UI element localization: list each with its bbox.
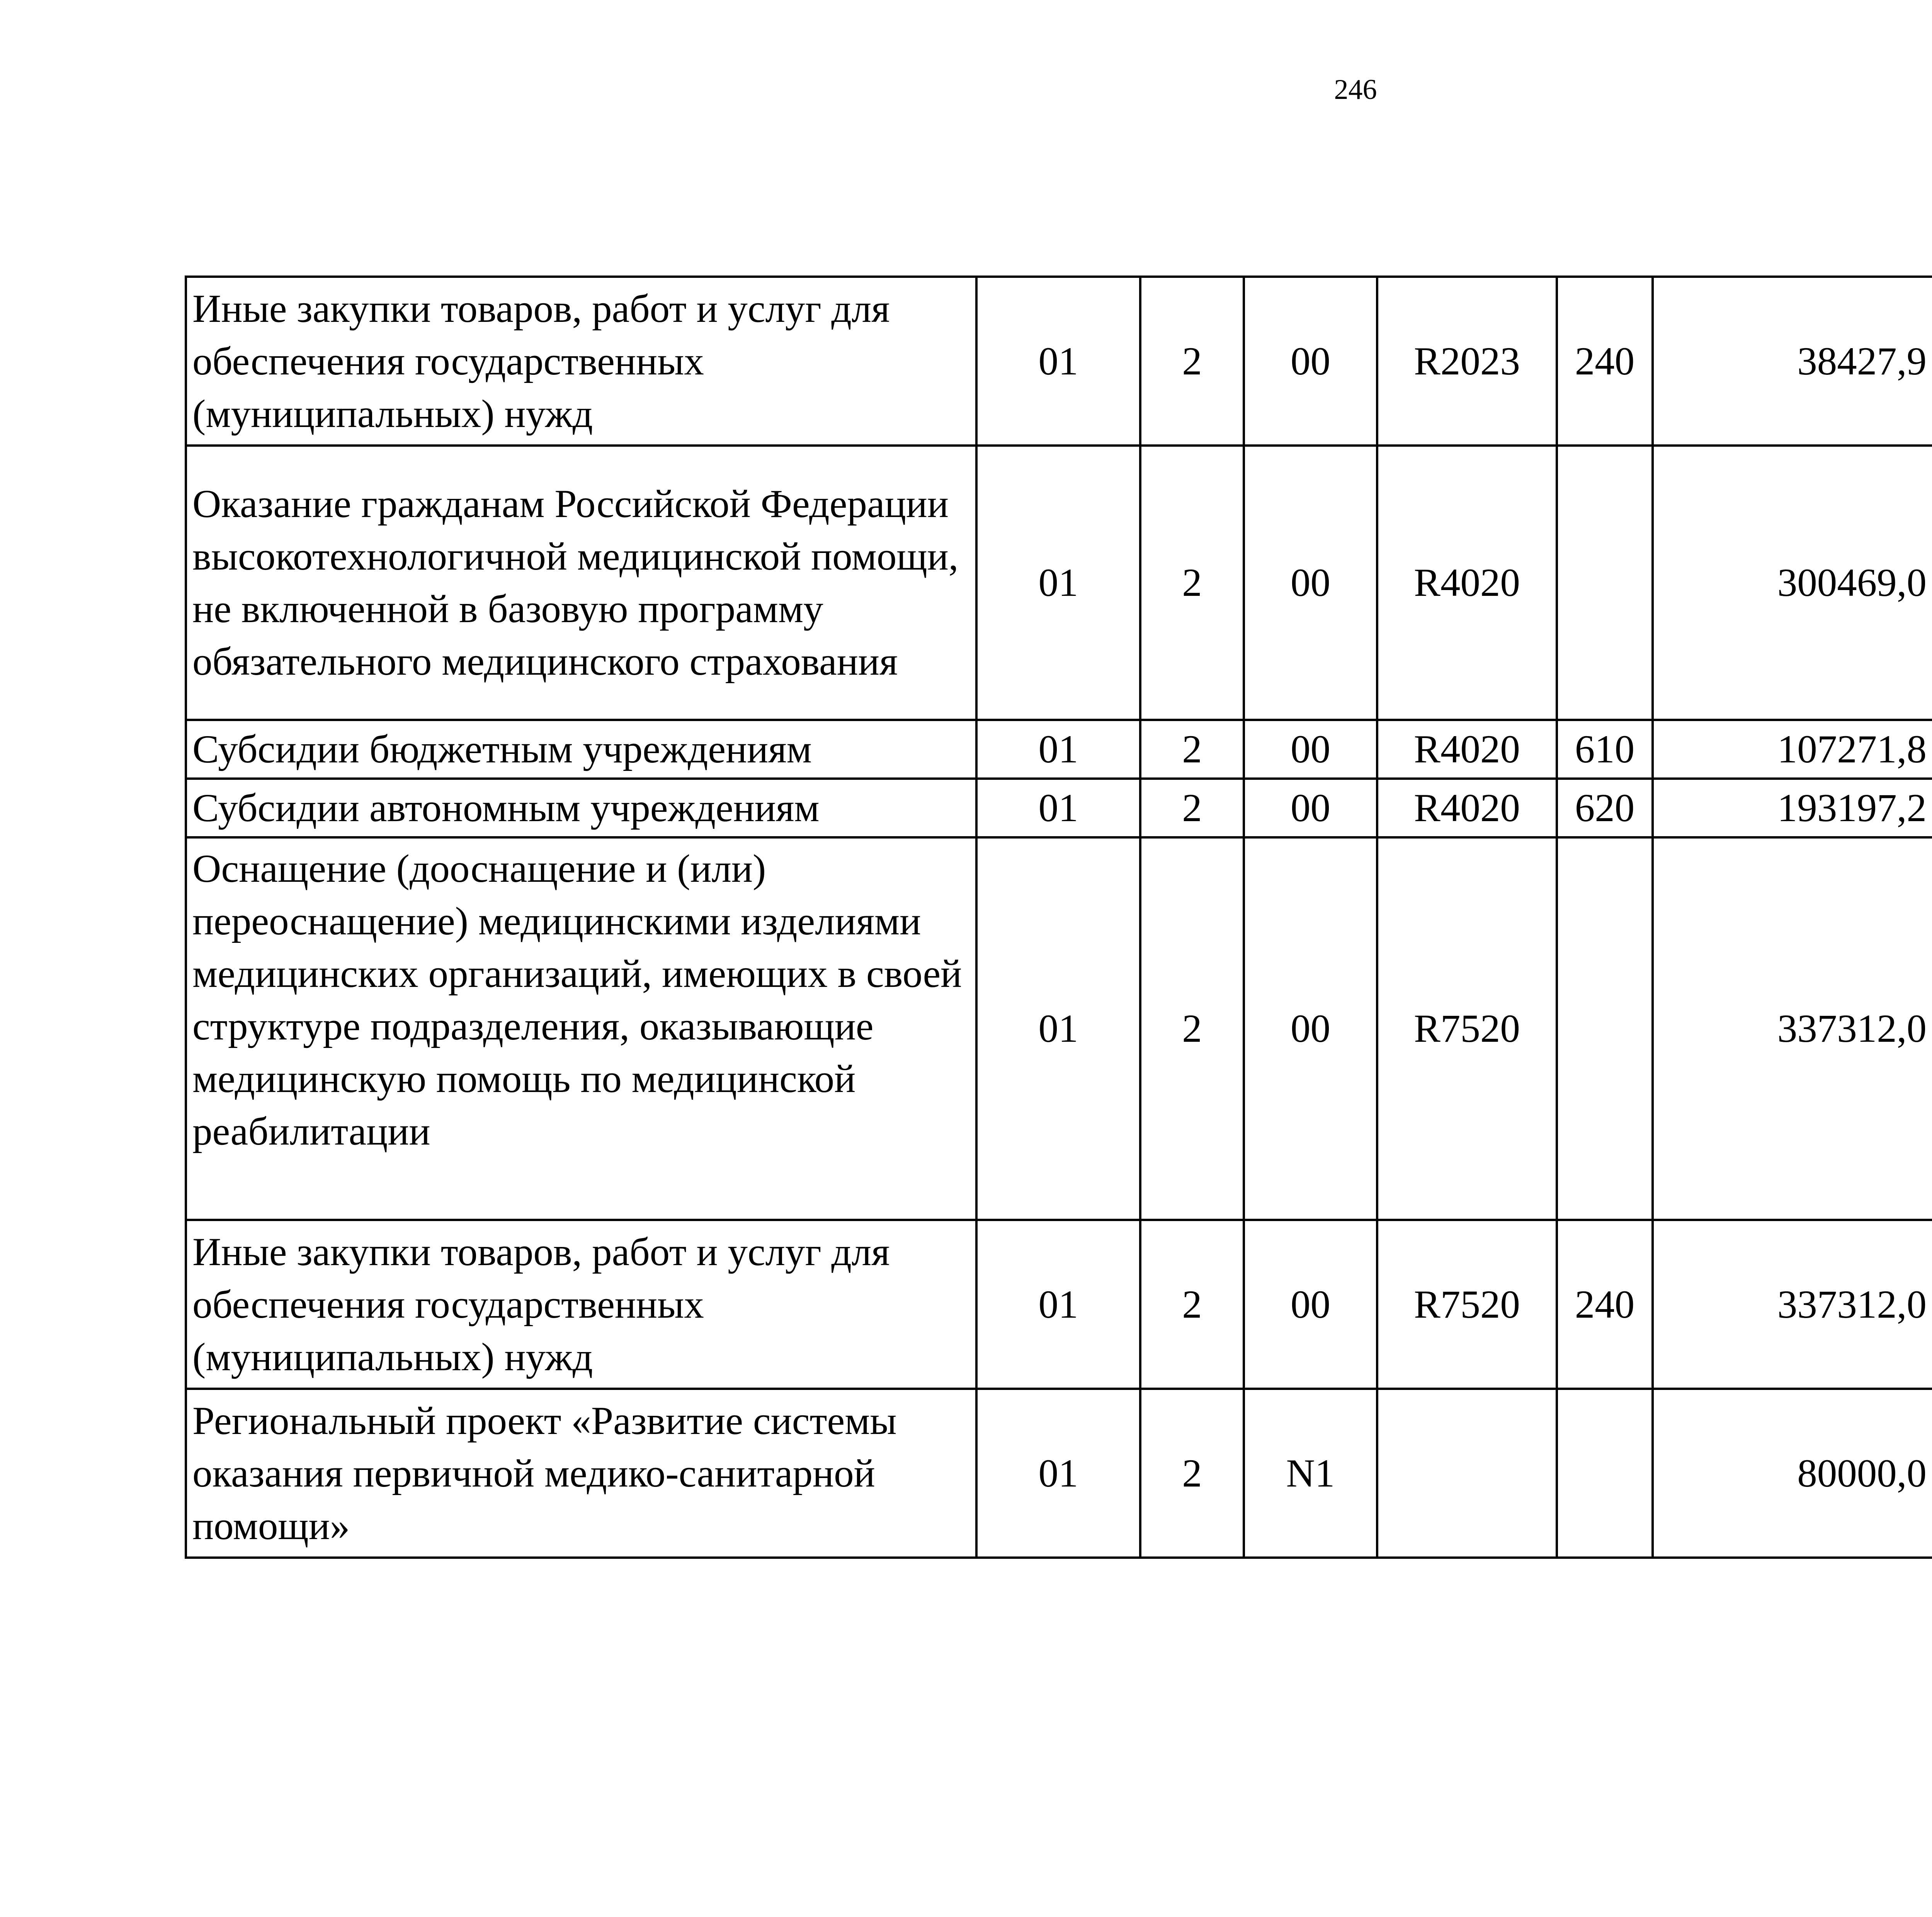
table-row [186, 720, 1932, 779]
expense-code: R4020 [1377, 446, 1557, 720]
program-code: 01 [976, 720, 1140, 779]
row-name: Субсидии автономным учреждениям [186, 779, 976, 837]
amount-1: 80000,0 [1653, 1389, 1932, 1558]
row-name: Субсидии бюджетным учреждениям [186, 720, 976, 779]
direction-code: 00 [1244, 277, 1377, 446]
program-code: 01 [976, 277, 1140, 446]
expense-code [1377, 1389, 1557, 1558]
expense-type: 610 [1557, 720, 1653, 779]
program-code: 01 [976, 1220, 1140, 1389]
subprogram-code: 2 [1140, 277, 1244, 446]
direction-code: 00 [1244, 446, 1377, 720]
row-name: Региональный проект «Развитие системы оказания первичной медико-санитарной помощи» [186, 1389, 976, 1558]
page-number: 246 [1334, 74, 1377, 105]
expense-code: R4020 [1377, 779, 1557, 837]
amount-1: 107271,8 [1653, 720, 1932, 779]
expense-code: R7520 [1377, 837, 1557, 1220]
expense-code: R4020 [1377, 720, 1557, 779]
expense-type [1557, 837, 1653, 1220]
subprogram-code: 2 [1140, 837, 1244, 1220]
subprogram-code: 2 [1140, 1389, 1244, 1558]
table-row [186, 277, 1932, 446]
expense-type: 620 [1557, 779, 1653, 837]
table-row [186, 1389, 1932, 1558]
row-name: Иные закупки товаров, работ и услуг для обеспечения государственных (муниципальных) нужд [186, 277, 976, 446]
program-code: 01 [976, 837, 1140, 1220]
expense-code: R7520 [1377, 1220, 1557, 1389]
program-code: 01 [976, 779, 1140, 837]
row-name: Иные закупки товаров, работ и услуг для обеспечения государственных (муниципальных) нужд [186, 1220, 976, 1389]
amount-1: 193197,2 [1653, 779, 1932, 837]
row-name: Оснащение (дооснащение и (или) переоснащение) медицинскими изделиями медицинских организаций, имеющих в своей структуре подразделения, оказывающие медицинскую помощь по медицинской реабилитации [186, 837, 976, 1220]
subprogram-code: 2 [1140, 446, 1244, 720]
row-name: Оказание гражданам Российской Федерации высокотехнологичной медицинской помощи, не включенной в базовую программу обязательного медицинского страхования [186, 446, 976, 720]
direction-code: 00 [1244, 720, 1377, 779]
amount-1: 337312,0 [1653, 1220, 1932, 1389]
amount-1: 337312,0 [1653, 837, 1932, 1220]
amount-1: 300469,0 [1653, 446, 1932, 720]
direction-code: 00 [1244, 837, 1377, 1220]
expense-type: 240 [1557, 1220, 1653, 1389]
table-row [186, 446, 1932, 720]
subprogram-code: 2 [1140, 779, 1244, 837]
expense-type [1557, 446, 1653, 720]
table-row [186, 837, 1932, 1220]
table-row [186, 779, 1932, 837]
expense-code: R2023 [1377, 277, 1557, 446]
table-row [186, 1220, 1932, 1389]
subprogram-code: 2 [1140, 720, 1244, 779]
expense-type [1557, 1389, 1653, 1558]
direction-code: N1 [1244, 1389, 1377, 1558]
amount-1: 38427,9 [1653, 277, 1932, 446]
direction-code: 00 [1244, 1220, 1377, 1389]
program-code: 01 [976, 1389, 1140, 1558]
program-code: 01 [976, 446, 1140, 720]
subprogram-code: 2 [1140, 1220, 1244, 1389]
budget-table [185, 276, 1932, 1559]
expense-type: 240 [1557, 277, 1653, 446]
direction-code: 00 [1244, 779, 1377, 837]
